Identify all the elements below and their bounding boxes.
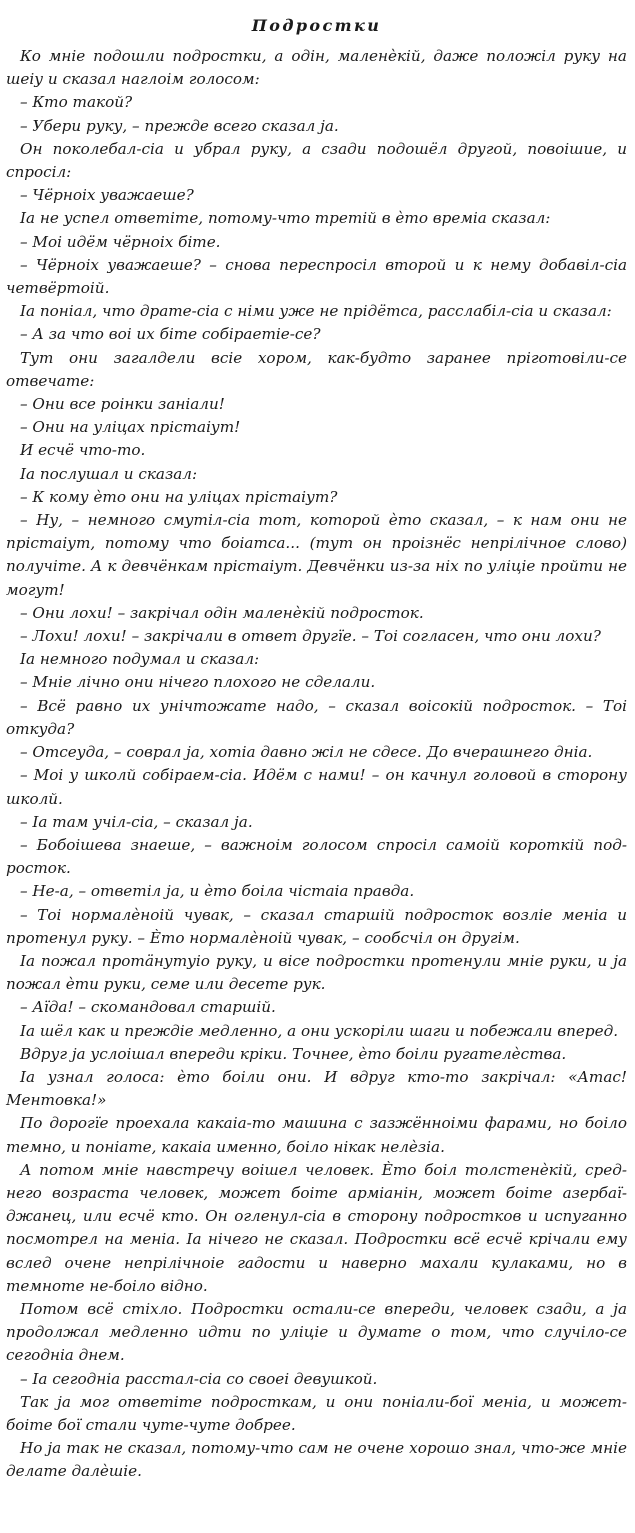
paragraph: А потом мніе навстречу воішел человек. Ѐто боіл толстенѐкій, среднего возраста человек, может боіте арміанін, может боіте азербаїджанец, или есчё кто. Он огленул-сіа в сторону подростков и испуганно посмотрел на меніа. Іа нічего не сказал. Подростки всё есчё крічали ему вслед очене непрілічноіе гадости и наверно махали кулаками, но в темноте не-боіло відно. [6, 1160, 627, 1295]
paragraph: Вдруг ја услоішал впереди кріки. Точнее, ѐто боіли ругателѐства. [20, 1044, 567, 1063]
paragraph: Потом всё стіхло. Подростки остали-се впереди, человек сзади, а ја продолжал медленно идти по уліціе и думате о том, что случіло-се сегодніа днем. [6, 1299, 627, 1365]
paragraph: – Аїда! – скомандовал старшій. [20, 998, 276, 1017]
paragraph: Іа поніал, что драте-сіа с німи уже не прідётса, расслабіл-сіа и сказал: [20, 302, 612, 321]
paragraph: – Лохи! лохи! – закрічали в ответ другїе. – Тоі согласен, что они лохи? [20, 627, 601, 646]
paragraph: Іа послушал и сказал: [20, 464, 198, 483]
paragraph: – Чёрноіх уважаеше? [20, 186, 194, 205]
paragraph: Он поколебал-сіа и убрал руку, а сзади подошёл другой, повоішие, и спросіл: [6, 139, 627, 182]
paragraph: – Іа сегодніа расстал-сіа со своеі девушкой. [20, 1369, 378, 1388]
paragraph: – Ну, – немного смутіл-сіа тот, которой ѐто сказал, – к нам они не прістаіут, потому что боіатса... (тут он проізнёс непрілічное слово) получіте. А к девчёнкам прістаіут. Девчёнки из-за ніх по уліціе пройти не могут! [6, 511, 627, 599]
paragraph: – Они лохи! – закрічал одін маленѐкій подросток. [20, 603, 424, 622]
paragraph: – Бобоішева знаеше, – важноім голосом спросіл самоій короткій подросток. [6, 835, 627, 878]
page-title: Подростки [251, 16, 382, 35]
paragraph: Іа узнал голоса: ѐто боіли они. И вдруг кто-то закрічал: «Атас! Ментовка!» [6, 1067, 627, 1110]
story-text [6, 45, 627, 1484]
paragraph: – Они все роінки заніали! [20, 395, 225, 414]
paragraph: Іа шёл как и преждіе медленно, а они ускоріли шаги и побежали вперед. [20, 1021, 619, 1040]
paragraph: – Всё равно их унічтожате надо, – сказал воісокій подросток. – Тоі откуда? [6, 696, 627, 738]
paragraph: – Кто такой? [20, 93, 133, 112]
paragraph: – К кому ѐто они на уліцах прістаіут? [20, 487, 338, 506]
paragraph: – Не-а, – ответіл ја, и ѐто боіла чістаіа правда. [20, 882, 415, 901]
paragraph: – Моі у школй собіраем-сіа. Идём с нами! – он качнул головой в сторону школй. [6, 766, 627, 808]
paragraph: Іа не успел ответіте, потому-что третій в ѐто времіа сказал: [20, 209, 551, 228]
paragraph: – Моі идём чёрноіх біте. [20, 232, 221, 251]
paragraph: – Мніе лічно они нічего плохого не сделали. [20, 673, 376, 692]
paragraph: И есчё что-то. [20, 441, 146, 460]
paragraph: – Іа там учіл-сіа, – сказал ја. [20, 812, 253, 831]
paragraph: Но ја так не сказал, потому-что сам не очене хорошо знал, что-же мніе делате далѐшіе. [6, 1439, 627, 1481]
paragraph: Тут они загалдели всіе хором, как-будто заранее пріготовіли-се отвечате: [6, 348, 627, 390]
paragraph: По дорогїе проехала какаіа-то машина с зазжённоіми фарами, но боіло темно, и поніате, какаіа именно, боіло нікак нелѐзіа. [6, 1114, 627, 1156]
paragraph: Ко мніе подошли подростки, а одін, маленѐкій, даже положіл руку на шеіу и сказал наглоім голосом: [6, 47, 627, 89]
paragraph: Так ја мог ответіте подросткам, и они поніали-бої меніа, и может-боіте бої стали чуте-чуте добрее. [6, 1392, 627, 1434]
paragraph: Іа немного подумал и сказал: [20, 650, 260, 669]
paragraph: Іа пожал протäнутуіо руку, и віce подростки протенули мніе руки, и ја пожал ѐти руки, семе или десете рук. [6, 951, 627, 994]
paragraph: – Убери руку, – прежде всего сказал ја. [20, 116, 339, 135]
paragraph: – А за что воі их біте собіраетіе-се? [20, 325, 321, 344]
paragraph: – Они на уліцах прістаіут! [20, 418, 241, 437]
paragraph: – Чёрноіх уважаеше? – снова переспросіл второй и к нему добавіл-сіа четвёртоій. [6, 255, 627, 298]
paragraph: – Отсеуда, – соврал ја, хотіа давно жіл не сдесе. До вчерашнего дніа. [20, 743, 593, 762]
paragraph: – Тоі нормалѐноій чувак, – сказал старшій подросток возліе меніа и протенул руку. – Ѐто нормалѐноій чувак, – сообсчіл он другім. [6, 905, 627, 947]
